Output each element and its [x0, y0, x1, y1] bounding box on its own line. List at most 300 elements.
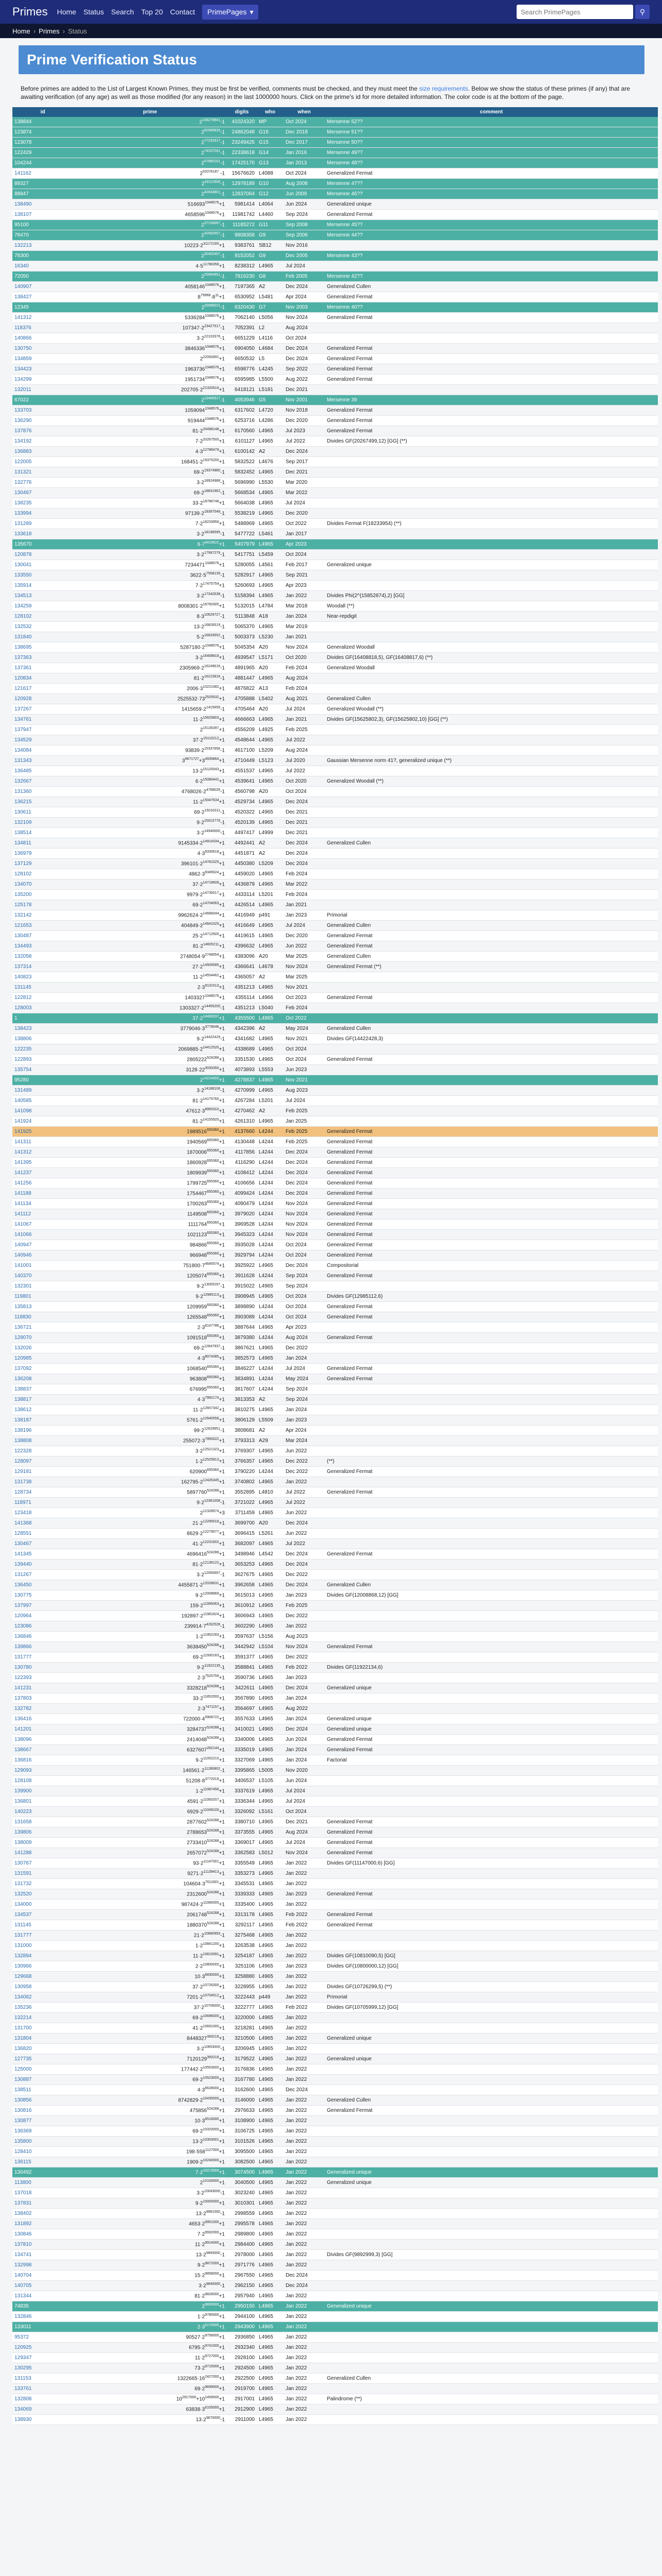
cell-who: L4965 [257, 2023, 284, 2033]
cell-id[interactable]: 121617 [12, 684, 73, 694]
cell-id[interactable]: 136115 [12, 2157, 73, 2167]
cell-id[interactable]: 140370 [12, 1271, 73, 1281]
cell-id[interactable]: 137267 [12, 704, 73, 715]
cell-who: L4965 [257, 1879, 284, 1889]
cell-id[interactable]: 131145 [12, 982, 73, 993]
cell-id[interactable]: 128070 [12, 1333, 73, 1343]
cell-id[interactable]: 132532 [12, 622, 73, 632]
cell-id[interactable]: 141925 [12, 1127, 73, 1137]
cell-id[interactable]: 130816 [12, 2106, 73, 2116]
cell-id[interactable]: 134192 [12, 436, 73, 447]
cell-id[interactable]: 120985 [12, 1353, 73, 1364]
nav-link-top20[interactable]: Top 20 [141, 8, 163, 16]
cell-id[interactable]: 122429 [12, 148, 73, 158]
cell-id[interactable]: 136450 [12, 1580, 73, 1590]
cell-id[interactable]: 131591 [12, 1869, 73, 1879]
cell-id[interactable]: 120964 [12, 1611, 73, 1621]
cell-id[interactable]: 128410 [12, 2147, 73, 2157]
cell-id[interactable]: 128551 [12, 1529, 73, 1539]
cell-id[interactable]: 141134 [12, 1199, 73, 1209]
cell-id[interactable]: 138196 [12, 1426, 73, 1436]
cell-id[interactable]: 78300 [12, 251, 73, 261]
cell-id[interactable]: 134529 [12, 735, 73, 745]
cell-id[interactable]: 118830 [12, 1312, 73, 1323]
cell-id[interactable]: 122005 [12, 457, 73, 467]
cell-id[interactable]: 138427 [12, 292, 73, 302]
cell-id[interactable]: 130467 [12, 488, 73, 498]
cell-comment: Generalized Fermat [325, 1817, 658, 1827]
cell-id[interactable]: 130041 [12, 560, 73, 570]
cell-id[interactable]: 141311 [12, 1137, 73, 1147]
nav-link-search[interactable]: Search [111, 8, 134, 16]
cell-id[interactable]: 136485 [12, 766, 73, 776]
table-row [12, 982, 658, 993]
search-icon[interactable]: ⚲ [635, 5, 650, 19]
cell-digits: 3602290 [227, 1621, 257, 1632]
cell-id[interactable]: 131000 [12, 1941, 73, 1951]
cell-id[interactable]: 89327 [12, 179, 73, 189]
main-content [0, 38, 662, 2425]
cell-digits: 3740802 [227, 1477, 257, 1487]
cell-id[interactable]: 118971 [12, 1498, 73, 1508]
cell-id[interactable]: 141098 [12, 1106, 73, 1116]
cell-id[interactable]: 141201 [12, 1724, 73, 1735]
cell-id[interactable]: 104244 [12, 158, 73, 168]
cell-id[interactable]: 130887 [12, 2075, 73, 2085]
cell-id[interactable]: 130846 [12, 2229, 73, 2240]
cell-prime: $2788653^{524288}+1$ [73, 1827, 227, 1838]
cell-id[interactable]: 128108 [12, 1776, 73, 1786]
cell-id[interactable]: 133994 [12, 509, 73, 519]
cell-digits: 3339333 [227, 1889, 257, 1900]
nav-link-contact[interactable]: Contact [170, 8, 195, 16]
cell-who: L4965 [257, 2054, 284, 2064]
cell-id[interactable]: 130877 [12, 2116, 73, 2126]
cell-id[interactable]: 130611 [12, 807, 73, 818]
cell-when: Jan 2016 [284, 148, 325, 158]
cell-id[interactable]: 141288 [12, 1848, 73, 1858]
cell-id[interactable]: 122812 [12, 993, 73, 1003]
cell-id[interactable]: 139866 [12, 1642, 73, 1652]
cell-id[interactable]: 136820 [12, 2044, 73, 2054]
cell-id[interactable]: 141162 [12, 168, 73, 179]
cell-comment [325, 2384, 658, 2394]
cell-digits: 3326092 [227, 1807, 257, 1817]
cell-id[interactable]: 140946 [12, 1250, 73, 1261]
cell-id[interactable]: 132776 [12, 478, 73, 488]
cell-id[interactable]: 12345 [12, 302, 73, 313]
cell-id[interactable]: 140585 [12, 1096, 73, 1106]
cell-when: Jan 2022 [284, 2075, 325, 2085]
cell-id[interactable]: 138009 [12, 1838, 73, 1848]
cell-id[interactable]: 122235 [12, 1044, 73, 1055]
cell-id[interactable]: 134859 [12, 354, 73, 364]
cell-id[interactable]: 131267 [12, 1570, 73, 1580]
cell-id[interactable]: 134537 [12, 1910, 73, 1920]
cell-id[interactable]: 136416 [12, 1714, 73, 1724]
primepages-dropdown[interactable] [202, 5, 258, 20]
cell-digits: 3682097 [227, 1539, 257, 1549]
cell-id[interactable]: 134741 [12, 2250, 73, 2260]
cell-id[interactable]: 130487 [12, 931, 73, 941]
cell-id[interactable]: 140823 [12, 972, 73, 982]
cell-when: Dec 2024 [284, 2270, 325, 2281]
size-requirements-link[interactable]: size requirements [419, 85, 468, 92]
cell-id[interactable]: 136290 [12, 416, 73, 426]
cell-when: Dec 2024 [284, 1158, 325, 1168]
cell-id[interactable]: 139806 [12, 1827, 73, 1838]
cell-id[interactable]: 122328 [12, 1446, 73, 1456]
cell-id[interactable]: 129347 [12, 2353, 73, 2363]
cell-id[interactable]: 133550 [12, 570, 73, 581]
cell-id[interactable]: 141188 [12, 1189, 73, 1199]
cell-id[interactable]: 132011 [12, 385, 73, 395]
cell-when: Dec 2022 [284, 1652, 325, 1663]
cell-id[interactable]: 122893 [12, 1055, 73, 1065]
cell-id[interactable]: 128003 [12, 1003, 73, 1013]
cell-id[interactable]: 136721 [12, 1323, 73, 1333]
cell-id[interactable]: 113800 [12, 2178, 73, 2188]
cell-id[interactable]: 88847 [12, 189, 73, 199]
cell-id[interactable]: 133618 [12, 529, 73, 539]
cell-id[interactable]: 130966 [12, 1961, 73, 1972]
cell-id[interactable]: 132998 [12, 2260, 73, 2270]
cell-prime: $3\cdot 2^{18924988}-1$ [73, 478, 227, 488]
cell-id[interactable]: 140907 [12, 282, 73, 292]
cell-id[interactable]: 136208 [12, 1374, 73, 1384]
cell-id[interactable]: 132142 [12, 910, 73, 921]
cell-id[interactable]: 135200 [12, 890, 73, 900]
cell-id[interactable]: 138837 [12, 1384, 73, 1395]
cell-id[interactable]: 133011 [12, 2322, 73, 2332]
cell-id[interactable]: 137129 [12, 859, 73, 869]
cell-digits: 4433114 [227, 890, 257, 900]
cell-id[interactable]: 135236 [12, 2003, 73, 2013]
cell-comment [325, 2157, 658, 2167]
cell-id[interactable]: 138844 [12, 117, 73, 127]
cell-id[interactable]: 136979 [12, 849, 73, 859]
cell-when: Dec 2024 [284, 1178, 325, 1189]
cell-digits: 3095500 [227, 2147, 257, 2157]
cell-id[interactable]: 136816 [12, 1755, 73, 1766]
cell-id[interactable]: 139900 [12, 1786, 73, 1797]
cell-id[interactable]: 120928 [12, 694, 73, 704]
cell-id[interactable]: 132214 [12, 2013, 73, 2023]
cell-id[interactable]: 128734 [12, 1487, 73, 1498]
cell-id[interactable]: 138511 [12, 2085, 73, 2095]
cell-id[interactable]: 130467 [12, 1539, 73, 1549]
cell-id[interactable]: 136215 [12, 797, 73, 807]
cell-who: L5005 [257, 1766, 284, 1776]
cell-id[interactable]: 121653 [12, 921, 73, 931]
cell-when: Jul 2022 [284, 436, 325, 447]
cell-id[interactable]: 138612 [12, 1405, 73, 1415]
cell-id[interactable]: 131344 [12, 2291, 73, 2301]
cell-id[interactable]: 133703 [12, 405, 73, 416]
cell-id[interactable]: 135914 [12, 581, 73, 591]
cell-id[interactable]: 132782 [12, 1704, 73, 1714]
cell-prime: $2\cdot 3^{9131513}+1$ [73, 982, 227, 993]
cell-id[interactable]: 135813 [12, 1302, 73, 1312]
cell-when: Jan 2022 [284, 2106, 325, 2116]
cell-id[interactable]: 140866 [12, 333, 73, 344]
cell-id[interactable]: 132058 [12, 952, 73, 962]
cell-id[interactable]: 141312 [12, 1147, 73, 1158]
cell-id[interactable]: 138107 [12, 210, 73, 220]
cell-when: Jan 2022 [284, 1982, 325, 1992]
cell-id[interactable]: 138817 [12, 1395, 73, 1405]
cell-id[interactable]: 131732 [12, 1879, 73, 1889]
cell-who: A20 [257, 642, 284, 653]
cell-id[interactable]: 95100 [12, 220, 73, 230]
cell-id[interactable]: 137997 [12, 1601, 73, 1611]
cell-id[interactable]: 132520 [12, 1889, 73, 1900]
cell-id[interactable]: 131489 [12, 1086, 73, 1096]
cell-id[interactable]: 140705 [12, 2281, 73, 2291]
cell-id[interactable]: 128097 [12, 1456, 73, 1467]
cell-id[interactable]: 132667 [12, 776, 73, 787]
table-row [12, 220, 658, 230]
cell-id[interactable]: 137018 [12, 2188, 73, 2198]
cell-id[interactable]: 120878 [12, 550, 73, 560]
cell-id[interactable]: 131738 [12, 1477, 73, 1487]
cell-id[interactable]: 137876 [12, 426, 73, 436]
cell-id[interactable]: 137092 [12, 1364, 73, 1374]
cell-when: Jan 2022 [284, 2013, 325, 2023]
cell-id[interactable]: 131321 [12, 467, 73, 478]
cell-id[interactable]: 131153 [12, 2374, 73, 2384]
table-row [12, 2003, 658, 2013]
cell-id[interactable]: 140947 [12, 1240, 73, 1250]
cell-id[interactable]: 134259 [12, 601, 73, 612]
cell-id[interactable]: 134069 [12, 2404, 73, 2415]
cell-id[interactable]: 134070 [12, 879, 73, 890]
cell-when: Jan 2022 [284, 2033, 325, 2044]
cell-id[interactable]: 134299 [12, 375, 73, 385]
cell-id[interactable]: 130492 [12, 2167, 73, 2178]
cell-id[interactable]: 137363 [12, 653, 73, 663]
table-row [12, 1879, 658, 1889]
cell-id[interactable]: 129668 [12, 1972, 73, 1982]
cell-id[interactable]: 123418 [12, 1508, 73, 1518]
breadcrumb-home[interactable]: Home [12, 27, 30, 35]
cell-id[interactable]: 141312 [12, 313, 73, 323]
cell-id[interactable]: 131658 [12, 1817, 73, 1827]
cell-comment: Generalized Cullen [325, 2374, 658, 2384]
brand-link[interactable]: Primes [12, 5, 48, 18]
cell-id[interactable]: 134811 [12, 838, 73, 849]
cell-id[interactable]: 95280 [12, 1075, 73, 1086]
breadcrumb-separator: › [62, 27, 65, 35]
cell-when: Jan 2022 [284, 2374, 325, 2384]
cell-id[interactable]: 128102 [12, 869, 73, 879]
cell-id[interactable]: 141112 [12, 1209, 73, 1219]
cell-id[interactable]: 138806 [12, 1034, 73, 1044]
cell-id[interactable]: 137803 [12, 1693, 73, 1704]
cell-when: Jan 2022 [284, 2116, 325, 2126]
cell-id[interactable]: 141001 [12, 1261, 73, 1271]
cell-id[interactable]: 138402 [12, 2209, 73, 2219]
cell-id[interactable]: 74835 [12, 2301, 73, 2312]
cell-id[interactable]: 135670 [12, 539, 73, 550]
cell-who: A2 [257, 282, 284, 292]
table-row [12, 1292, 658, 1302]
cell-id[interactable]: 131804 [12, 2033, 73, 2044]
cell-id[interactable]: 1 [12, 1013, 73, 1024]
nav-link-home[interactable]: Home [57, 8, 76, 16]
cell-id[interactable]: 136883 [12, 447, 73, 457]
cell-id[interactable]: 16340 [12, 261, 73, 272]
cell-comment [325, 385, 658, 395]
cell-id[interactable]: 138695 [12, 642, 73, 653]
cell-id[interactable]: 129093 [12, 1766, 73, 1776]
cell-prime: $3328218^{524288}+1$ [73, 1683, 227, 1693]
table-row [12, 1663, 658, 1673]
search-input[interactable] [517, 5, 633, 19]
cell-id[interactable]: 137361 [12, 663, 73, 673]
cell-id[interactable]: 131145 [12, 1920, 73, 1930]
cell-id[interactable]: 130295 [12, 2363, 73, 2374]
cell-comment [325, 1106, 658, 1116]
cell-id[interactable]: 138187 [12, 1415, 73, 1426]
cell-when: Jan 2023 [284, 1889, 325, 1900]
cell-id[interactable]: 95372 [12, 2332, 73, 2343]
cell-id[interactable]: 141368 [12, 1518, 73, 1529]
cell-id[interactable]: 141067 [12, 1219, 73, 1230]
cell-prime: $146561\cdot 2^{11280802}-1$ [73, 1766, 227, 1776]
cell-id[interactable]: 132109 [12, 818, 73, 828]
cell-id[interactable]: 131892 [12, 2219, 73, 2229]
cell-digits: 3834891 [227, 1374, 257, 1384]
cell-id[interactable]: 140704 [12, 2270, 73, 2281]
cell-id[interactable]: 141395 [12, 1158, 73, 1168]
cell-id[interactable]: 131777 [12, 1930, 73, 1941]
cell-id[interactable]: 123078 [12, 138, 73, 148]
cell-id[interactable]: 138423 [12, 1024, 73, 1034]
cell-id[interactable]: 141345 [12, 1549, 73, 1560]
cell-id[interactable]: 134000 [12, 1900, 73, 1910]
cell-id[interactable]: 133761 [12, 2384, 73, 2394]
cell-id[interactable]: 130767 [12, 1858, 73, 1869]
breadcrumb-primes[interactable]: Primes [39, 27, 60, 35]
cell-id[interactable]: 134513 [12, 591, 73, 601]
cell-id[interactable]: 137831 [12, 2198, 73, 2209]
cell-id[interactable]: 132026 [12, 1343, 73, 1353]
cell-id[interactable]: 125000 [12, 2064, 73, 2075]
cell-digits: 4137660 [227, 1127, 257, 1137]
cell-id[interactable]: 127735 [12, 2054, 73, 2064]
cell-id[interactable]: 131840 [12, 632, 73, 642]
cell-digits: 2922500 [227, 2374, 257, 2384]
cell-id[interactable]: 120834 [12, 673, 73, 684]
cell-id[interactable]: 125178 [12, 900, 73, 910]
cell-prime: $10223\cdot 2^{31172165}+1$ [73, 241, 227, 251]
cell-id[interactable]: 136846 [12, 1632, 73, 1642]
cell-id[interactable]: 134761 [12, 715, 73, 725]
cell-id[interactable]: 120925 [12, 2343, 73, 2353]
cell-id[interactable]: 129181 [12, 1467, 73, 1477]
cell-when: Jan 2022 [284, 1900, 325, 1910]
cell-id[interactable]: 131289 [12, 519, 73, 529]
cell-prime: $69\cdot 2^{11930163}+1$ [73, 1652, 227, 1663]
cell-id[interactable]: 130958 [12, 1982, 73, 1992]
cell-id[interactable]: 139440 [12, 1560, 73, 1570]
cell-id[interactable]: 132301 [12, 1281, 73, 1292]
cell-prime: $192897\cdot 2^{11981824}+1$ [73, 1611, 227, 1621]
cell-id[interactable]: 72050 [12, 272, 73, 282]
cell-id[interactable]: 128102 [12, 612, 73, 622]
cell-id[interactable]: 141256 [12, 1178, 73, 1189]
cell-id[interactable]: 141231 [12, 1683, 73, 1693]
cell-id[interactable]: 130750 [12, 344, 73, 354]
cell-id[interactable]: 138930 [12, 2415, 73, 2425]
cell-id[interactable]: 137810 [12, 2240, 73, 2250]
cell-id[interactable]: 135754 [12, 1065, 73, 1075]
cell-id[interactable]: 131343 [12, 756, 73, 766]
cell-id[interactable]: 138667 [12, 1745, 73, 1755]
cell-digits: 4520322 [227, 807, 257, 818]
cell-id[interactable]: 132894 [12, 1951, 73, 1961]
cell-id[interactable]: 137947 [12, 725, 73, 735]
cell-who: L4965 [257, 2394, 284, 2404]
cell-id[interactable]: 134084 [12, 745, 73, 756]
cell-digits: 3879380 [227, 1333, 257, 1343]
cell-id[interactable]: 138490 [12, 199, 73, 210]
cell-id[interactable]: 130856 [12, 2095, 73, 2106]
cell-id[interactable]: 136369 [12, 2126, 73, 2137]
cell-id[interactable]: 78470 [12, 230, 73, 241]
cell-id[interactable]: 130775 [12, 1590, 73, 1601]
cell-comment: Divides GF(16408818,5), GF(16408817,6) (**) [325, 653, 658, 663]
cell-prime: $13\cdot 2^{16826519}-1$ [73, 622, 227, 632]
cell-id[interactable]: 138514 [12, 828, 73, 838]
cell-id[interactable]: 141924 [12, 1116, 73, 1127]
cell-id[interactable]: 67022 [12, 395, 73, 405]
cell-id[interactable]: 136801 [12, 1797, 73, 1807]
cell-id[interactable]: 138808 [12, 1436, 73, 1446]
cell-id[interactable]: 131700 [12, 2023, 73, 2033]
cell-comment [325, 323, 658, 333]
cell-prime: $1\cdot 2^{10841200}+1$ [73, 1941, 227, 1951]
cell-id[interactable]: 131777 [12, 1652, 73, 1663]
cell-id[interactable]: 138096 [12, 1735, 73, 1745]
cell-id[interactable]: 138235 [12, 498, 73, 509]
cell-id[interactable]: 132808 [12, 2394, 73, 2404]
cell-id[interactable]: 135800 [12, 2137, 73, 2147]
cell-id[interactable]: 134493 [12, 941, 73, 952]
cell-id[interactable]: 140223 [12, 1807, 73, 1817]
cell-id[interactable]: 130780 [12, 1663, 73, 1673]
cell-when: Aug 2023 [284, 1086, 325, 1096]
cell-id[interactable]: 134423 [12, 364, 73, 375]
cell-id[interactable]: 141066 [12, 1230, 73, 1240]
cell-id[interactable]: 131360 [12, 787, 73, 797]
cell-id[interactable]: 123874 [12, 127, 73, 138]
nav-link-status[interactable]: Status [83, 8, 104, 16]
cell-id[interactable]: 122393 [12, 1673, 73, 1683]
cell-digits: 3591377 [227, 1652, 257, 1663]
cell-id[interactable]: 118376 [12, 323, 73, 333]
cell-id[interactable]: 137314 [12, 962, 73, 972]
cell-id[interactable]: 132846 [12, 2312, 73, 2322]
cell-id[interactable]: 119801 [12, 1292, 73, 1302]
cell-id[interactable]: 141237 [12, 1168, 73, 1178]
cell-id[interactable]: 123086 [12, 1621, 73, 1632]
cell-comment: Generalized Fermat [325, 1745, 658, 1755]
cell-id[interactable]: 132213 [12, 241, 73, 251]
header-who: who [257, 107, 284, 117]
cell-id[interactable]: 134062 [12, 1992, 73, 2003]
